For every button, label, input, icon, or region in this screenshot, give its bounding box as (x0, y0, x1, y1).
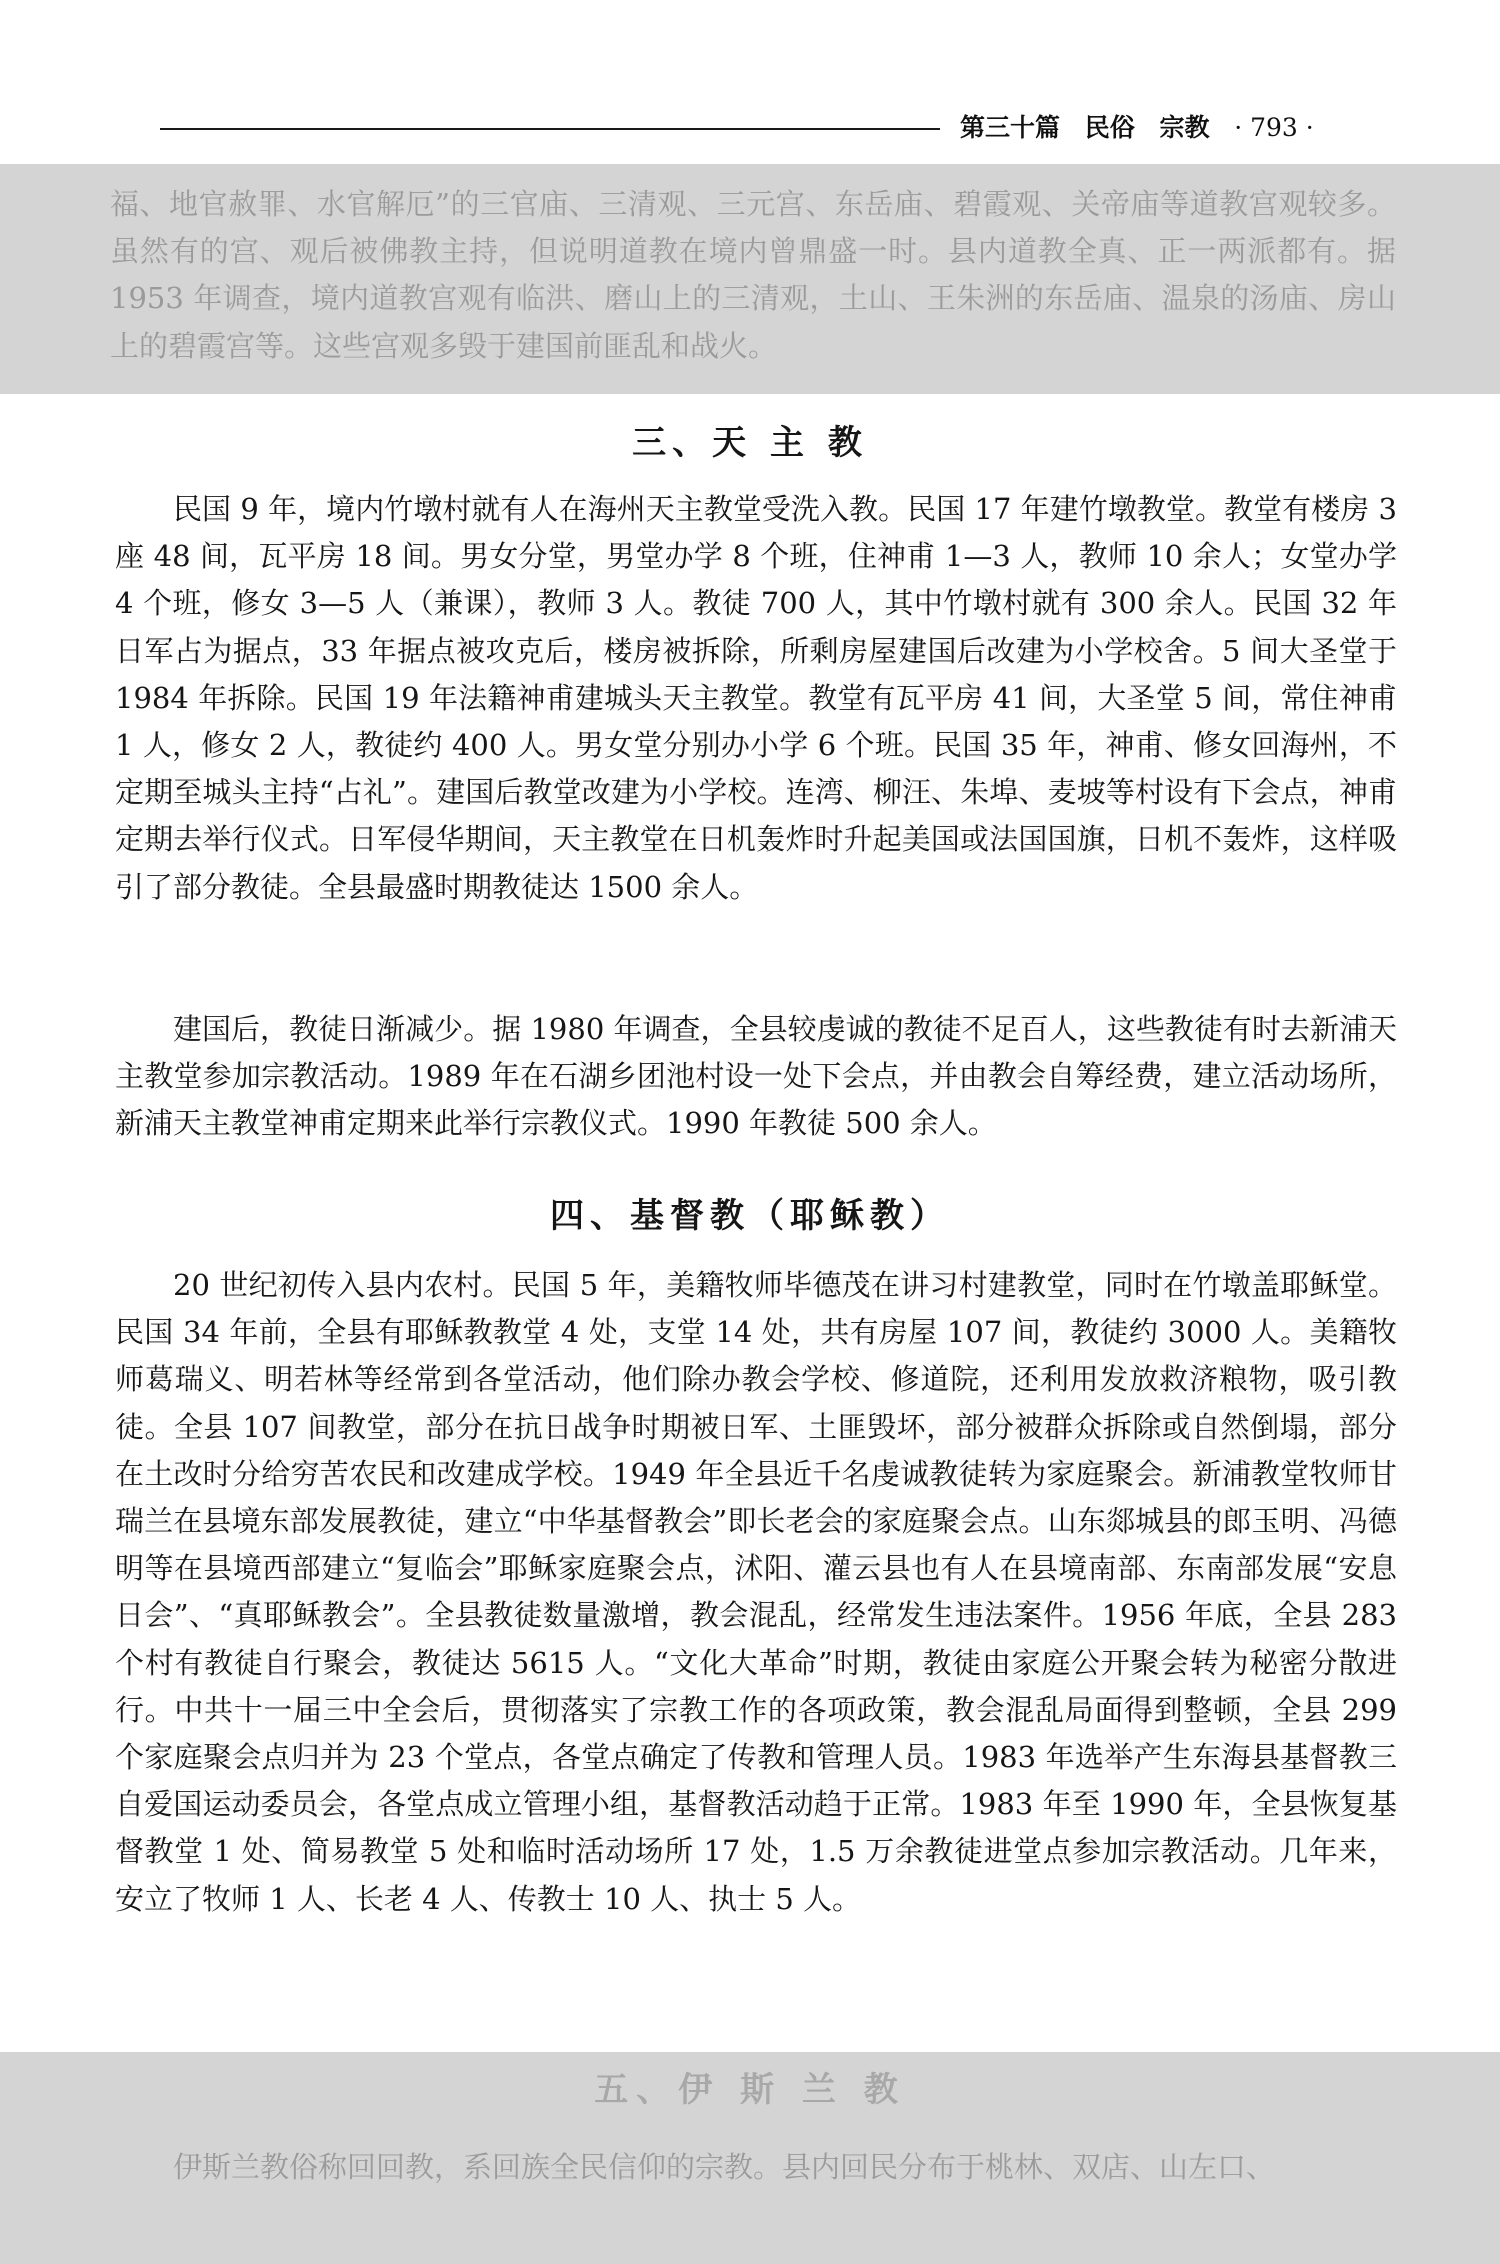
header-topic-2: 宗教 (1159, 113, 1210, 142)
header-text (960, 108, 1314, 148)
section-heading-catholicism: 三、天 主 教 (632, 423, 868, 463)
section-heading-christianity: 四、基督教（耶稣教） (550, 1196, 950, 1236)
header-part: 第三十篇 (960, 113, 1061, 142)
islam-paragraph-1: 伊斯兰教俗称回回教，系回族全民信仰的宗教。县内回民分布于桃林、双店、山左口、 (173, 2150, 1276, 2184)
header-topic-1: 民俗 (1084, 113, 1135, 142)
catholicism-paragraph-1: 民国 9 年，境内竹墩村就有人在海州天主教堂受洗入教。民国 17 年建竹墩教堂。教堂有楼房 3 座 48 间，瓦平房 18 间。男女分堂，男堂办学 8 个班，住神甫 1—3 人，教师 10 余人；女堂办学 4 个班，修女 3—5 人（兼课），教师 3 人。教徒 700 人，其中竹墩村就有 300 余人。民国 32 年日军占为据点，33 年据点被攻克后，楼房被拆除，所剩房屋建国后改建为小学校舍。5 间大圣堂于 1984 年拆除。民国 19 年法籍神甫建城头天主教堂。教堂有瓦平房 41 间，大圣堂 5 间，常住神甫 1 人，修女 2 人，教徒约 400 人。男女堂分别办小学 6 个班。民国 35 年，神甫、修女回海州，不定期至城头主持“占礼”。建国后教堂改建为小学校。连湾、柳汪、朱埠、麦坡等村设有下会点，神甫定期去举行仪式。日军侵华期间，天主教堂在日机轰炸时升起美国或法国国旗，日机不轰炸，这样吸引了部分教徒。全县最盛时期教徒达 1500 余人。 (115, 492, 1397, 904)
continued-paragraph: 福、地官赦罪、水官解厄”的三官庙、三清观、三元宫、东岳庙、碧霞观、关帝庙等道教宫观较多。虽然有的宫、观后被佛教主持，但说明道教在境内曾鼎盛一时。县内道教全真、正一两派都有。据 1953 年调查，境内道教宫观有临洪、磨山上的三清观，土山、王朱洲的东岳庙、温泉的汤庙、房山上的碧霞宫等。这些宫观多毁于建国前匪乱和战火。 (110, 187, 1396, 363)
christianity-paragraph-1: 20 世纪初传入县内农村。民国 5 年，美籍牧师毕德茂在讲习村建教堂，同时在竹墩盖耶稣堂。民国 34 年前，全县有耶稣教教堂 4 处，支堂 14 处，共有房屋 107 间，教徒约 3000 人。美籍牧师葛瑞义、明若林等经常到各堂活动，他们除办教会学校、修道院，还利用发放救济粮物，吸引教徒。全县 107 间教堂，部分在抗日战争时期被日军、土匪毁坏，部分被群众拆除或自然倒塌，部分在土改时分给穷苦农民和改建成学校。1949 年全县近千名虔诚教徒转为家庭聚会。新浦教堂牧师甘瑞兰在县境东部发展教徒，建立“中华基督教会”即长老会的家庭聚会点。山东郯城县的郎玉明、冯德明等在县境西部建立“复临会”耶稣家庭聚会点，沭阳、灌云县也有人在县境南部、东南部发展“安息日会”、“真耶稣教会”。全县教徒数量激增，教会混乱，经常发生违法案件。1956 年底，全县 283 个村有教徒自行聚会，教徒达 5615 人。“文化大革命”时期，教徒由家庭公开聚会转为秘密分散进行。中共十一届三中全会后，贯彻落实了宗教工作的各项政策，教会混乱局面得到整顿，全县 299 个家庭聚会点归并为 23 个堂点，各堂点确定了传教和管理人员。1983 年选举产生东海县基督教三自爱国运动委员会，各堂点成立管理小组，基督教活动趋于正常。1983 年至 1990 年，全县恢复基督教堂 1 处、简易教堂 5 处和临时活动场所 17 处，1.5 万余教徒进堂点参加宗教活动。几年来，安立了牧师 1 人、长老 4 人、传教士 10 人、执士 5 人。 (115, 1268, 1397, 1916)
catholicism-paragraph-2: 建国后，教徒日渐减少。据 1980 年调查，全县较虔诚的教徒不足百人，这些教徒有时去新浦天主教堂参加宗教活动。1989 年在石湖乡团池村设一处下会点，并由教会自筹经费，建立活动场所，新浦天主教堂神甫定期来此举行宗教仪式。1990 年教徒 500 余人。 (115, 1012, 1397, 1141)
header-rule (160, 128, 940, 130)
page-number: · 793 · (1234, 113, 1314, 142)
section-heading-islam: 五、伊 斯 兰 教 (594, 2070, 906, 2110)
running-header (160, 108, 1372, 148)
